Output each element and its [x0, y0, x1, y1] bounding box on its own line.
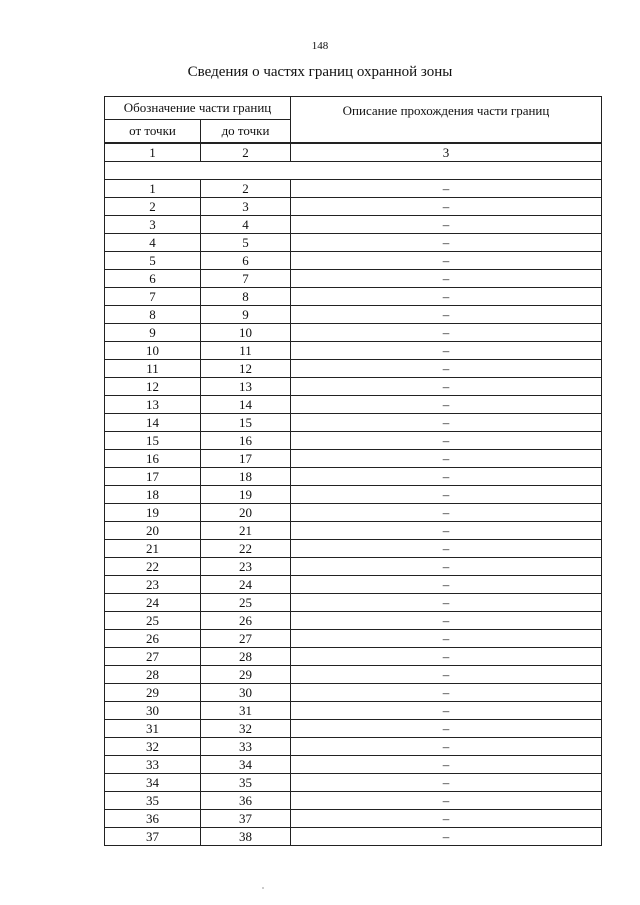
to-point-cell: 13: [201, 378, 291, 396]
table-row: [105, 756, 602, 774]
description-cell: –: [291, 450, 602, 468]
from-point-cell: 16: [105, 450, 201, 468]
table-row: [105, 828, 602, 846]
table-row: [105, 198, 602, 216]
to-point-cell: 23: [201, 558, 291, 576]
from-point-cell: 17: [105, 468, 201, 486]
from-point-cell: 2: [105, 198, 201, 216]
description-cell: –: [291, 396, 602, 414]
from-point-cell: 4: [105, 234, 201, 252]
from-point-cell: 11: [105, 360, 201, 378]
description-cell: –: [291, 810, 602, 828]
description-cell: –: [291, 648, 602, 666]
description-cell: –: [291, 198, 602, 216]
from-point-cell: 25: [105, 612, 201, 630]
from-point-cell: 35: [105, 792, 201, 810]
from-point-cell: 26: [105, 630, 201, 648]
table-row: [105, 234, 602, 252]
description-cell: –: [291, 702, 602, 720]
from-point-cell: 21: [105, 540, 201, 558]
table-row: [105, 522, 602, 540]
to-point-cell: 17: [201, 450, 291, 468]
header-description-cell: Описание прохождения части границ: [291, 97, 602, 144]
boundary-parts-table: [104, 96, 602, 846]
table-row: [105, 396, 602, 414]
table-row: [105, 468, 602, 486]
from-point-cell: 24: [105, 594, 201, 612]
to-point-cell: 6: [201, 252, 291, 270]
from-point-cell: 23: [105, 576, 201, 594]
table-row: [105, 738, 602, 756]
description-cell: –: [291, 684, 602, 702]
description-cell: –: [291, 180, 602, 198]
from-point-cell: 7: [105, 288, 201, 306]
from-point-cell: 18: [105, 486, 201, 504]
from-point-cell: 1: [105, 180, 201, 198]
to-point-cell: 3: [201, 198, 291, 216]
from-point-cell: 28: [105, 666, 201, 684]
column-number-1: 1: [105, 143, 201, 162]
table-row: [105, 180, 602, 198]
section-spacer-cell: [105, 162, 602, 180]
table-row: [105, 702, 602, 720]
table-row: [105, 648, 602, 666]
description-cell: –: [291, 774, 602, 792]
description-cell: –: [291, 414, 602, 432]
to-point-cell: 21: [201, 522, 291, 540]
from-point-cell: 20: [105, 522, 201, 540]
to-point-cell: 20: [201, 504, 291, 522]
to-point-cell: 28: [201, 648, 291, 666]
table-row: [105, 414, 602, 432]
description-cell: –: [291, 756, 602, 774]
from-point-cell: 31: [105, 720, 201, 738]
to-point-cell: 32: [201, 720, 291, 738]
from-point-cell: 5: [105, 252, 201, 270]
to-point-cell: 12: [201, 360, 291, 378]
table-row: [105, 378, 602, 396]
description-cell: –: [291, 630, 602, 648]
table-body: [105, 97, 602, 846]
from-point-cell: 9: [105, 324, 201, 342]
table-row: [105, 324, 602, 342]
to-point-cell: 37: [201, 810, 291, 828]
column-number-row: [105, 143, 602, 162]
from-point-cell: 32: [105, 738, 201, 756]
description-cell: –: [291, 504, 602, 522]
table-row: [105, 342, 602, 360]
description-cell: –: [291, 216, 602, 234]
from-point-cell: 37: [105, 828, 201, 846]
description-cell: –: [291, 378, 602, 396]
to-point-cell: 33: [201, 738, 291, 756]
table-row: [105, 630, 602, 648]
description-cell: –: [291, 612, 602, 630]
description-cell: –: [291, 738, 602, 756]
table-row: [105, 288, 602, 306]
from-point-cell: 3: [105, 216, 201, 234]
document-title: Сведения о частях границ охранной зоны: [187, 64, 453, 80]
to-point-cell: 25: [201, 594, 291, 612]
from-point-cell: 30: [105, 702, 201, 720]
description-cell: –: [291, 360, 602, 378]
to-point-cell: 24: [201, 576, 291, 594]
description-cell: –: [291, 576, 602, 594]
description-cell: –: [291, 306, 602, 324]
table-row: [105, 504, 602, 522]
from-point-cell: 33: [105, 756, 201, 774]
table-row: [105, 306, 602, 324]
from-point-cell: 10: [105, 342, 201, 360]
from-point-cell: 15: [105, 432, 201, 450]
table-row: [105, 558, 602, 576]
to-point-cell: 10: [201, 324, 291, 342]
table-row: [105, 594, 602, 612]
to-point-cell: 27: [201, 630, 291, 648]
header-to-cell: до точки: [201, 120, 291, 144]
description-cell: –: [291, 342, 602, 360]
to-point-cell: 16: [201, 432, 291, 450]
table-row: [105, 774, 602, 792]
from-point-cell: 14: [105, 414, 201, 432]
to-point-cell: 31: [201, 702, 291, 720]
header-group-cell: Обозначение части границ: [105, 97, 291, 120]
description-cell: –: [291, 432, 602, 450]
to-point-cell: 2: [201, 180, 291, 198]
to-point-cell: 9: [201, 306, 291, 324]
page-number: 148: [311, 40, 329, 52]
to-point-cell: 26: [201, 612, 291, 630]
description-cell: –: [291, 828, 602, 846]
header-from-cell: от точки: [105, 120, 201, 144]
table-row: [105, 666, 602, 684]
from-point-cell: 19: [105, 504, 201, 522]
column-number-2: 2: [201, 143, 291, 162]
description-cell: –: [291, 270, 602, 288]
from-point-cell: 12: [105, 378, 201, 396]
description-cell: –: [291, 234, 602, 252]
table-row: [105, 810, 602, 828]
table-row: [105, 720, 602, 738]
description-cell: –: [291, 468, 602, 486]
to-point-cell: 7: [201, 270, 291, 288]
to-point-cell: 15: [201, 414, 291, 432]
to-point-cell: 11: [201, 342, 291, 360]
table-row: [105, 270, 602, 288]
description-cell: –: [291, 522, 602, 540]
to-point-cell: 14: [201, 396, 291, 414]
to-point-cell: 30: [201, 684, 291, 702]
description-cell: –: [291, 558, 602, 576]
description-cell: –: [291, 666, 602, 684]
table-row: [105, 216, 602, 234]
table-row: [105, 612, 602, 630]
description-cell: –: [291, 288, 602, 306]
description-cell: –: [291, 252, 602, 270]
from-point-cell: 36: [105, 810, 201, 828]
to-point-cell: 4: [201, 216, 291, 234]
description-cell: –: [291, 324, 602, 342]
to-point-cell: 18: [201, 468, 291, 486]
to-point-cell: 8: [201, 288, 291, 306]
scan-speck: [262, 887, 264, 889]
to-point-cell: 22: [201, 540, 291, 558]
table-row: [105, 792, 602, 810]
table-row: [105, 576, 602, 594]
description-cell: –: [291, 486, 602, 504]
description-cell: –: [291, 540, 602, 558]
header-row-1: [105, 97, 602, 120]
description-cell: –: [291, 792, 602, 810]
to-point-cell: 34: [201, 756, 291, 774]
to-point-cell: 19: [201, 486, 291, 504]
from-point-cell: 13: [105, 396, 201, 414]
to-point-cell: 5: [201, 234, 291, 252]
section-spacer-row: [105, 162, 602, 180]
table-row: [105, 252, 602, 270]
from-point-cell: 29: [105, 684, 201, 702]
from-point-cell: 34: [105, 774, 201, 792]
from-point-cell: 6: [105, 270, 201, 288]
column-number-3: 3: [291, 143, 602, 162]
table-row: [105, 684, 602, 702]
table-row: [105, 486, 602, 504]
from-point-cell: 27: [105, 648, 201, 666]
table-row: [105, 360, 602, 378]
to-point-cell: 38: [201, 828, 291, 846]
to-point-cell: 29: [201, 666, 291, 684]
description-cell: –: [291, 720, 602, 738]
to-point-cell: 36: [201, 792, 291, 810]
to-point-cell: 35: [201, 774, 291, 792]
description-cell: –: [291, 594, 602, 612]
from-point-cell: 22: [105, 558, 201, 576]
table-row: [105, 432, 602, 450]
table-row: [105, 540, 602, 558]
from-point-cell: 8: [105, 306, 201, 324]
table-row: [105, 450, 602, 468]
